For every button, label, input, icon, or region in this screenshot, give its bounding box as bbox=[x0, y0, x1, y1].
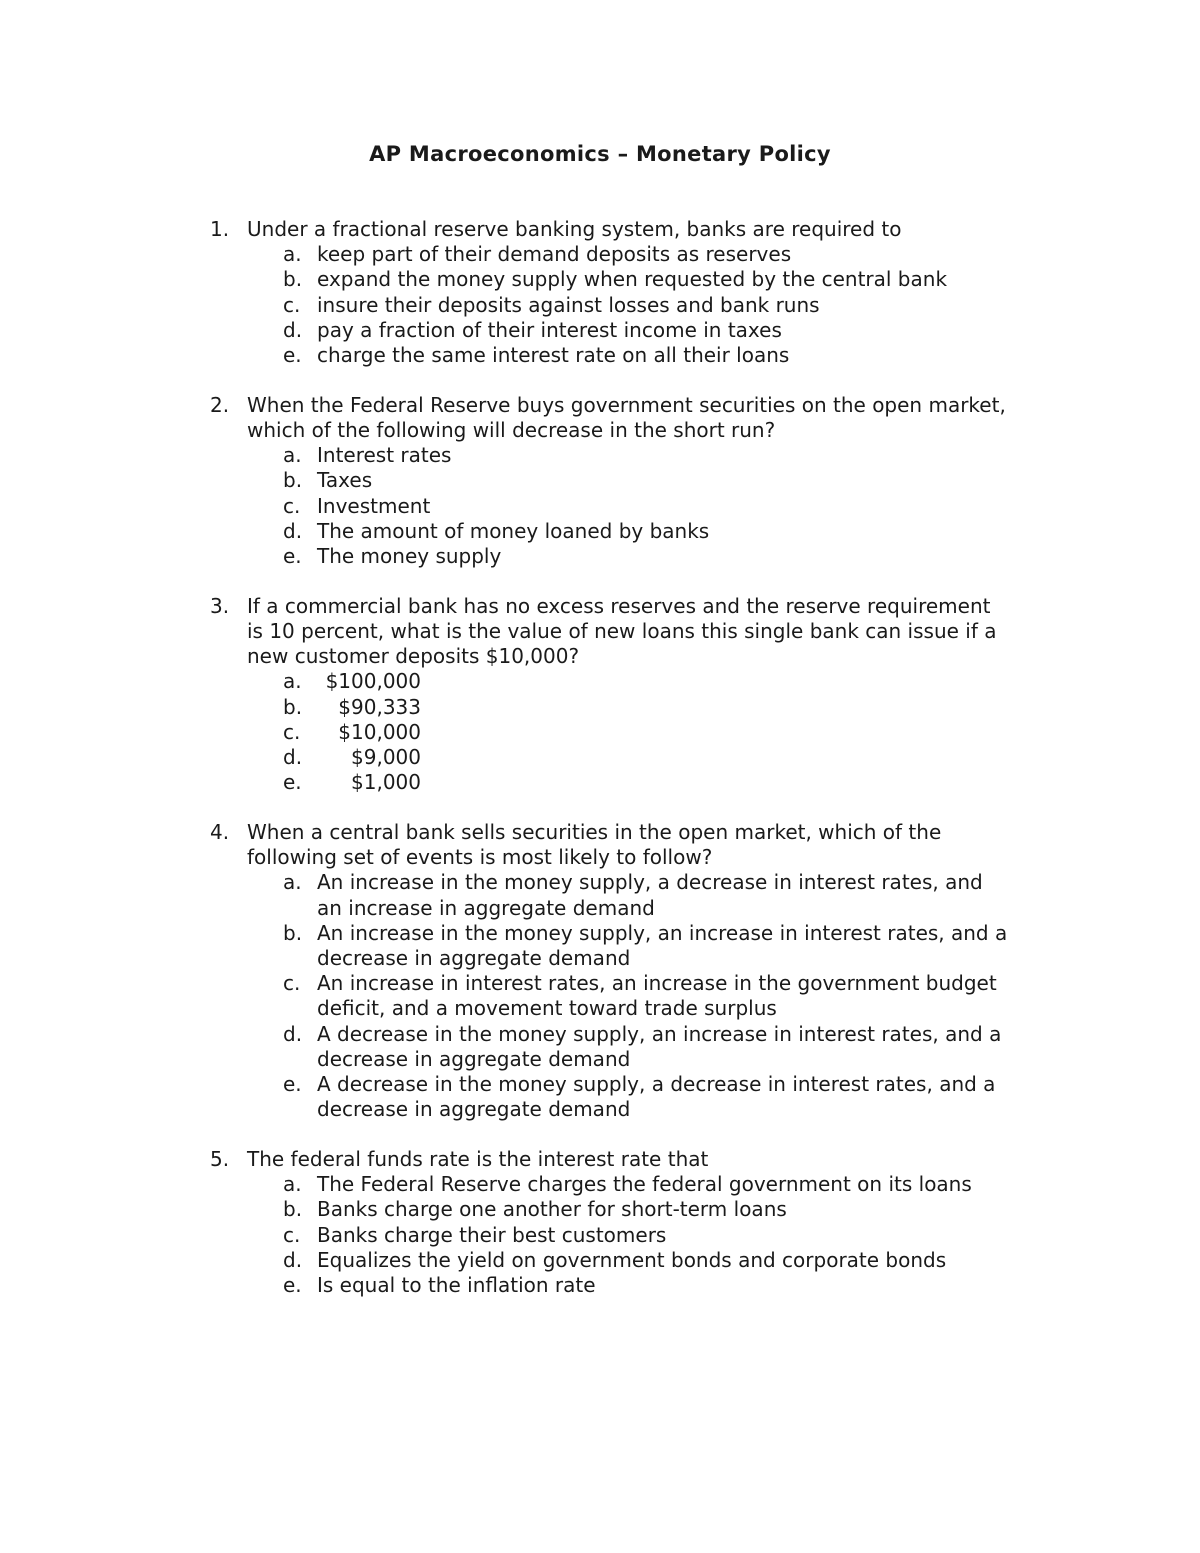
option-text: Banks charge one another for short-term loans bbox=[317, 1197, 787, 1222]
option-a bbox=[247, 870, 1010, 920]
option-letter: e. bbox=[283, 1072, 302, 1097]
option-a bbox=[247, 242, 1010, 267]
option-list bbox=[247, 669, 1010, 795]
option-b bbox=[247, 267, 1010, 292]
option-letter: d. bbox=[283, 317, 303, 342]
option-e bbox=[247, 544, 1010, 569]
option-e bbox=[247, 770, 1010, 795]
option-text: insure their deposits against losses and bank runs bbox=[317, 292, 820, 317]
option-text: The Federal Reserve charges the federal government on its loans bbox=[317, 1172, 972, 1197]
option-e bbox=[247, 1273, 1010, 1298]
option-list bbox=[247, 1172, 1010, 1298]
option-text: Taxes bbox=[317, 468, 373, 493]
option-b bbox=[247, 468, 1010, 493]
option-text: pay a fraction of their interest income in taxes bbox=[317, 317, 782, 342]
option-c bbox=[247, 1223, 1010, 1248]
option-text: $100,000 bbox=[325, 669, 421, 694]
option-b bbox=[247, 695, 1010, 720]
option-list bbox=[247, 443, 1010, 569]
option-text: Interest rates bbox=[317, 443, 452, 468]
option-text: Equalizes the yield on government bonds and corporate bonds bbox=[317, 1247, 947, 1272]
option-letter: d. bbox=[283, 1247, 303, 1272]
option-text: expand the money supply when requested by the central bank bbox=[317, 267, 948, 292]
option-letter: b. bbox=[283, 267, 303, 292]
option-d bbox=[247, 1248, 1010, 1273]
option-text: Banks charge their best customers bbox=[317, 1222, 667, 1247]
question-text: Under a fractional reserve banking system, banks are required to bbox=[247, 217, 902, 241]
option-e bbox=[247, 343, 1010, 368]
option-a bbox=[247, 1172, 1010, 1197]
question-2 bbox=[210, 393, 1010, 569]
option-d bbox=[247, 519, 1010, 544]
option-letter: a. bbox=[283, 242, 302, 267]
option-text: Investment bbox=[317, 493, 431, 518]
question-list bbox=[210, 217, 1010, 1323]
option-text: $1,000 bbox=[351, 770, 421, 795]
option-b bbox=[247, 1197, 1010, 1222]
option-a bbox=[247, 443, 1010, 468]
option-text: An increase in the money supply, a decrease in interest rates, and an increase in aggregate demand bbox=[317, 870, 983, 920]
question-text: The federal funds rate is the interest rate that bbox=[247, 1147, 709, 1172]
option-letter: b. bbox=[283, 1197, 303, 1222]
option-text: A decrease in the money supply, an increase in interest rates, and a decrease in aggregate demand bbox=[317, 1021, 1002, 1071]
option-e bbox=[247, 1072, 1010, 1122]
option-letter: e. bbox=[283, 770, 302, 795]
option-letter: a. bbox=[283, 443, 302, 468]
option-letter: a. bbox=[283, 669, 302, 694]
option-letter: d. bbox=[283, 518, 303, 543]
option-text: $10,000 bbox=[338, 719, 421, 744]
option-letter: b. bbox=[283, 694, 303, 719]
option-letter: c. bbox=[283, 292, 301, 317]
option-letter: b. bbox=[283, 468, 303, 493]
option-c bbox=[247, 971, 1010, 1021]
option-list bbox=[247, 870, 1010, 1122]
option-text: The money supply bbox=[317, 544, 502, 569]
question-1 bbox=[210, 217, 1010, 368]
option-letter: c. bbox=[283, 1222, 301, 1247]
question-text: If a commercial bank has no excess reserves and the reserve requirement is 10 percent, what is the value of new loans this single bank can issue if a new customer deposits $10,000? bbox=[247, 593, 997, 669]
question-number: 3. bbox=[210, 593, 230, 618]
option-letter: e. bbox=[283, 343, 302, 368]
question-3 bbox=[210, 594, 1010, 796]
option-letter: c. bbox=[283, 719, 301, 744]
option-text: A decrease in the money supply, a decrease in interest rates, and a decrease in aggregate demand bbox=[317, 1072, 996, 1122]
option-text: An increase in the money supply, an increase in interest rates, and a decrease in aggregate demand bbox=[317, 920, 1008, 971]
option-d bbox=[247, 1022, 1010, 1072]
option-letter: d. bbox=[283, 1021, 303, 1046]
option-a bbox=[247, 669, 1010, 694]
option-letter: c. bbox=[283, 971, 301, 996]
option-b bbox=[247, 921, 1010, 971]
option-letter: d. bbox=[283, 745, 303, 770]
option-text: keep part of their demand deposits as reserves bbox=[317, 242, 792, 267]
option-letter: e. bbox=[283, 544, 302, 569]
option-d bbox=[247, 318, 1010, 343]
option-text: The amount of money loaned by banks bbox=[317, 518, 710, 543]
option-letter: e. bbox=[283, 1273, 302, 1298]
option-d bbox=[247, 745, 1010, 770]
option-letter: a. bbox=[283, 870, 302, 895]
option-text: $9,000 bbox=[351, 745, 421, 770]
option-c bbox=[247, 720, 1010, 745]
question-number: 1. bbox=[210, 217, 230, 241]
question-text: When a central bank sells securities in the open market, which of the following set of events is most likely to follow? bbox=[247, 820, 942, 870]
question-text: When the Federal Reserve buys government securities on the open market, which of the following will decrease in the short run? bbox=[247, 392, 1006, 443]
option-letter: a. bbox=[283, 1172, 302, 1197]
question-4 bbox=[210, 820, 1010, 1122]
option-text: $90,333 bbox=[338, 694, 421, 719]
option-text: charge the same interest rate on all their loans bbox=[317, 343, 790, 368]
option-letter: c. bbox=[283, 493, 301, 518]
question-number: 4. bbox=[210, 820, 230, 845]
page-title: AP Macroeconomics – Monetary Policy bbox=[369, 142, 831, 166]
question-number: 2. bbox=[210, 392, 230, 417]
option-c bbox=[247, 494, 1010, 519]
option-text: Is equal to the inflation rate bbox=[317, 1273, 596, 1298]
option-list bbox=[247, 242, 1010, 368]
option-c bbox=[247, 293, 1010, 318]
option-text: An increase in interest rates, an increase in the government budget deficit, and a movement toward trade surplus bbox=[317, 971, 997, 1021]
question-5 bbox=[210, 1147, 1010, 1298]
option-letter: b. bbox=[283, 920, 303, 945]
question-number: 5. bbox=[210, 1147, 230, 1172]
